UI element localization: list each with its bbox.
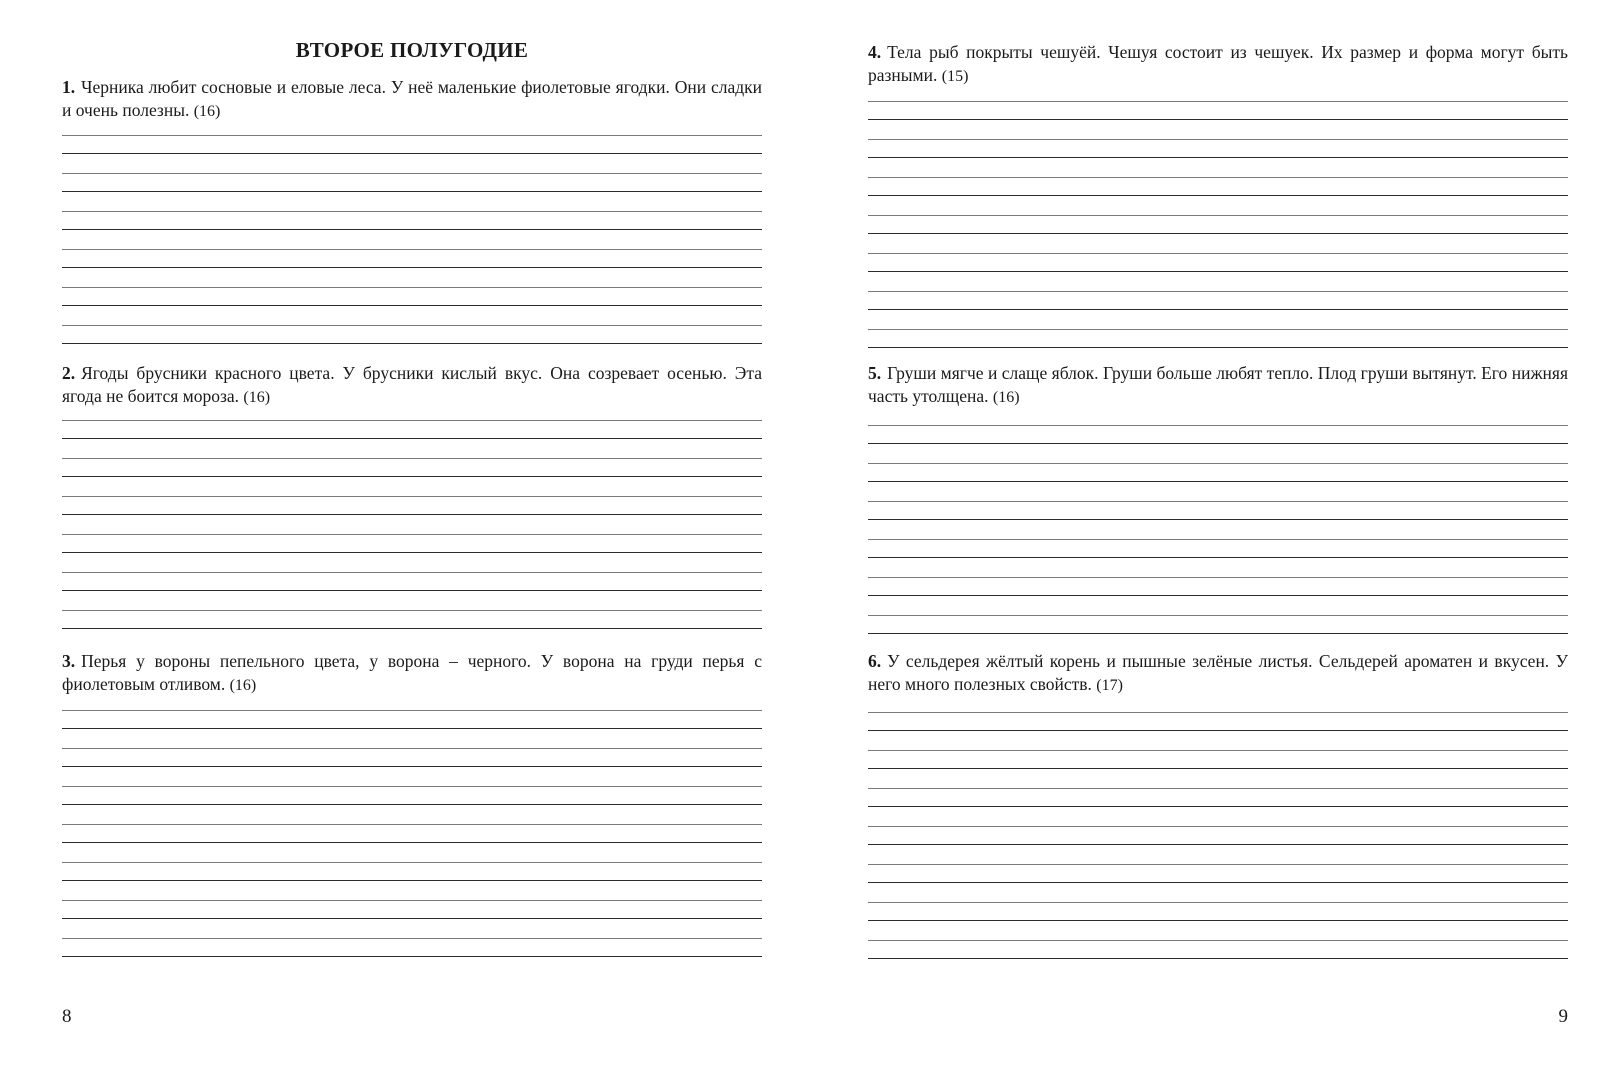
writing-line (868, 233, 1568, 234)
writing-line (868, 902, 1568, 903)
writing-line (62, 552, 762, 553)
writing-line (868, 557, 1568, 558)
exercise-3 (62, 650, 762, 697)
section-title: ВТОРОЕ ПОЛУГОДИЕ (295, 38, 529, 62)
writing-line (62, 305, 762, 306)
exercise-text (868, 41, 1568, 88)
exercise-2 (62, 362, 762, 409)
exercise-number: 5. (868, 363, 882, 383)
writing-line (62, 728, 762, 729)
writing-line (62, 458, 762, 459)
writing-line (62, 343, 762, 344)
writing-line (62, 938, 762, 939)
writing-line (868, 577, 1568, 578)
writing-line (62, 211, 762, 212)
writing-line (868, 633, 1568, 634)
exercise-number: 4. (868, 42, 882, 62)
writing-line (868, 788, 1568, 789)
writing-line (868, 481, 1568, 482)
right-page (868, 0, 1568, 1080)
writing-line (868, 806, 1568, 807)
writing-line (868, 940, 1568, 941)
writing-line (868, 730, 1568, 731)
page-number: 9 (1558, 1006, 1568, 1027)
writing-line (62, 766, 762, 767)
exercise-text (62, 650, 762, 697)
writing-line (868, 768, 1568, 769)
writing-line (62, 135, 762, 136)
writing-line (62, 438, 762, 439)
writing-line (62, 748, 762, 749)
writing-line (868, 425, 1568, 426)
exercise-5 (868, 362, 1568, 409)
word-count: (16) (229, 677, 257, 694)
writing-line (62, 229, 762, 230)
exercise-body: Ягоды брусники красного цвета. У брусники кислый вкус. Она созревает осенью. Эта ягода не боится мороза. (62, 363, 762, 406)
exercise-1 (62, 76, 762, 123)
word-count: (15) (941, 68, 969, 85)
writing-line (868, 329, 1568, 330)
writing-line (868, 253, 1568, 254)
exercise-4 (868, 41, 1568, 88)
word-count: (16) (992, 389, 1020, 406)
writing-line (62, 628, 762, 629)
writing-line (62, 956, 762, 957)
exercise-body: У сельдерея жёлтый корень и пышные зелёные листья. Сельдерей ароматен и вкусен. У него много полезных свойств. (868, 651, 1568, 694)
writing-line (62, 534, 762, 535)
writing-line (62, 786, 762, 787)
writing-line (62, 267, 762, 268)
writing-line (868, 309, 1568, 310)
writing-line (868, 443, 1568, 444)
exercise-body: Перья у вороны пепельного цвета, у ворона – черного. У ворона на груди перья с фиолетовым отливом. (62, 651, 762, 694)
writing-line (62, 862, 762, 863)
writing-line (62, 287, 762, 288)
writing-line (62, 880, 762, 881)
exercise-number: 3. (62, 651, 76, 671)
writing-line (62, 824, 762, 825)
writing-line (62, 900, 762, 901)
left-page (62, 0, 762, 1080)
exercise-6 (868, 650, 1568, 697)
writing-line (868, 177, 1568, 178)
exercise-text (868, 650, 1568, 697)
writing-line (868, 864, 1568, 865)
writing-line (62, 918, 762, 919)
writing-line (62, 476, 762, 477)
writing-line (62, 249, 762, 250)
page-number: 8 (62, 1006, 72, 1027)
writing-line (868, 291, 1568, 292)
writing-line (62, 572, 762, 573)
writing-line (868, 215, 1568, 216)
writing-line (868, 712, 1568, 713)
exercise-text (62, 76, 762, 123)
writing-line (62, 710, 762, 711)
writing-line (868, 101, 1568, 102)
writing-line (62, 325, 762, 326)
word-count: (16) (193, 103, 221, 120)
writing-line (868, 958, 1568, 959)
writing-line (62, 153, 762, 154)
writing-line (62, 173, 762, 174)
writing-line (868, 501, 1568, 502)
exercise-body: Черника любит сосновые и еловые леса. У неё маленькие фиолетовые ягодки. Они сладки и очень полезны. (62, 77, 762, 120)
writing-line (868, 271, 1568, 272)
word-count: (16) (243, 389, 271, 406)
exercise-text (868, 362, 1568, 409)
writing-line (868, 826, 1568, 827)
writing-line (868, 920, 1568, 921)
writing-line (62, 590, 762, 591)
writing-line (868, 844, 1568, 845)
word-count: (17) (1096, 677, 1123, 694)
exercise-number: 2. (62, 363, 76, 383)
writing-line (868, 119, 1568, 120)
writing-line (62, 191, 762, 192)
writing-line (868, 615, 1568, 616)
writing-line (62, 610, 762, 611)
exercise-number: 6. (868, 651, 882, 671)
writing-line (868, 595, 1568, 596)
writing-line (868, 157, 1568, 158)
writing-line (868, 519, 1568, 520)
exercise-text (62, 362, 762, 409)
writing-line (868, 195, 1568, 196)
writing-line (62, 842, 762, 843)
writing-line (868, 463, 1568, 464)
writing-line (62, 514, 762, 515)
writing-line (868, 750, 1568, 751)
exercise-body: Тела рыб покрыты чешуёй. Чешуя состоит из чешуек. Их размер и форма могут быть разными. (868, 42, 1568, 85)
writing-line (62, 804, 762, 805)
exercise-number: 1. (62, 77, 76, 97)
writing-line (62, 496, 762, 497)
writing-line (868, 139, 1568, 140)
writing-line (62, 420, 762, 421)
writing-line (868, 539, 1568, 540)
writing-line (868, 347, 1568, 348)
exercise-body: Груши мягче и слаще яблок. Груши больше любят тепло. Плод груши вытянут. Его нижняя часть утолщена. (868, 363, 1568, 406)
writing-line (868, 882, 1568, 883)
